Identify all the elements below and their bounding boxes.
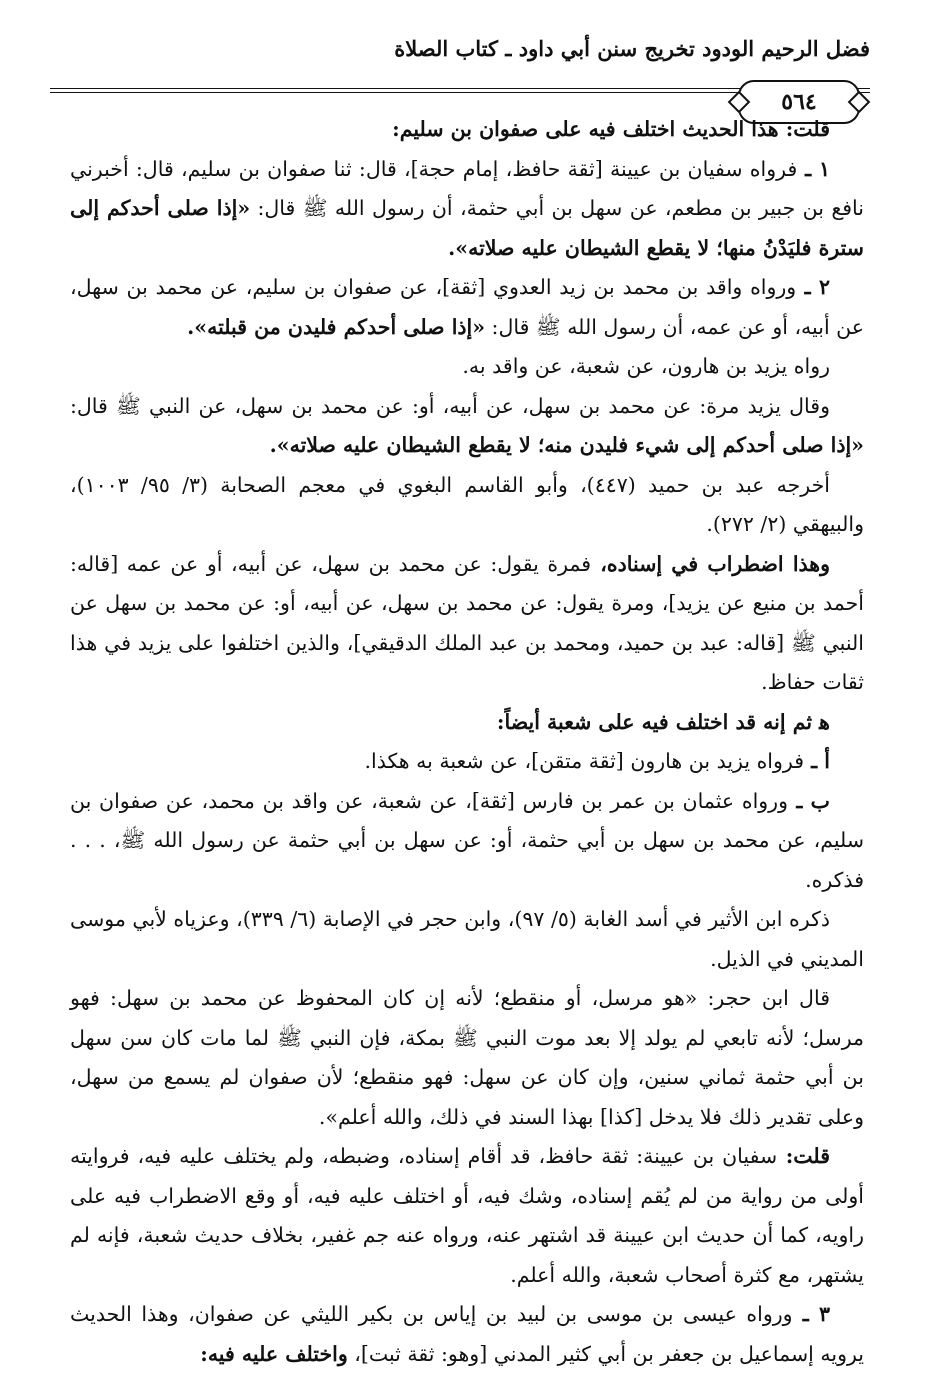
bold-text-segment: «إذا صلى أحدكم فليدن من قبلته».	[187, 314, 486, 339]
paragraph	[70, 900, 864, 979]
running-title: فضل الرحيم الودود تخريج سنن أبي داود ـ كتاب الصلاة	[394, 36, 870, 61]
page-header	[50, 28, 870, 115]
bold-text-segment: ١ ـ	[797, 156, 830, 181]
bold-text-segment: ﻫ ثم إنه قد اختلف فيه على شعبة أيضاً:	[496, 709, 830, 734]
paragraph	[70, 150, 864, 269]
text-segment: فرواه يزيد بن هارون [ثقة متقن]، عن شعبة به هكذا.	[364, 749, 805, 773]
paragraph	[70, 782, 864, 901]
text-segment: ذكره ابن الأثير في أسد الغابة (٥/ ٩٧)، وابن حجر في الإصابة (٦/ ٣٣٩)، وعزياه لأبي موسى المديني في الذيل.	[70, 907, 864, 971]
paragraph	[70, 703, 864, 743]
text-segment: ورواه عيسى بن موسى بن لبيد بن إياس بن بكير الليثي عن صفوان، وهذا الحديث يرويه إسماعيل بن جعفر بن أبي كثير المدني [وهو: ثقة ثبت]،	[70, 1302, 864, 1366]
bold-text-segment: أ ـ	[804, 749, 830, 773]
bold-text-segment: قلت:	[777, 1144, 831, 1168]
bold-text-segment: قلت: هذا الحديث اختلف فيه على صفوان بن سليم:	[392, 117, 830, 141]
bold-text-segment: ب ـ	[787, 788, 830, 813]
text-segment: ورواه واقد بن محمد بن زيد العدوي [ثقة]، عن صفوان بن سليم، عن محمد بن سهل، عن أبيه، أو عن عمه، أن رسول الله ﷺ قال:	[70, 275, 864, 339]
page-number: ٥٦٤	[781, 89, 817, 115]
paragraph	[70, 387, 864, 466]
text-segment: فرواه سفيان بن عيينة [ثقة حافظ، إمام حجة]، قال: ثنا صفوان بن سليم، قال: أخبرني نافع بن جبير بن مطعم، عن سهل بن أبي حثمة، أن رسول الله ﷺ قال:	[70, 156, 864, 220]
paragraph	[70, 979, 864, 1137]
bold-text-segment: «إذا صلى أحدكم إلى شيء فليدن منه؛ لا يقطع الشيطان عليه صلاته».	[269, 433, 864, 457]
bold-text-segment: وهذا اضطراب في إسناده،	[591, 551, 830, 576]
paragraph	[70, 466, 864, 545]
paragraph	[70, 742, 864, 782]
bold-text-segment: ٣ ـ	[792, 1302, 830, 1326]
text-segment: ورواه عثمان بن عمر بن فارس [ثقة]، عن شعبة، عن واقد بن محمد، عن صفوان بن سليم، عن محمد بن سهل بن أبي حثمة، أو: عن سهل بن أبي حثمة عن رسول الله ﷺ، . . . فذكره.	[70, 788, 864, 892]
bold-text-segment: واختلف عليه فيه:	[200, 1341, 348, 1366]
paragraph	[70, 347, 864, 387]
paragraph	[70, 1295, 864, 1374]
text-segment: سفيان بن عيينة: ثقة حافظ، قد أقام إسناده، وضبطه، ولم يختلف عليه فيه، فروايته أولى من رواية من لم يُقم إسناده، وشك فيه، أو اختلف عليه فيه، أو وقع الاضطراب فيه على راويه، كما أن حديث ابن عيينة قد اشتهر عنه، ورواه عنه جم غفير، بخلاف حديث شعبة، فإنه لم يشتهر، مع كثرة أصحاب شعبة، والله أعلم.	[70, 1144, 864, 1287]
text-segment: رواه يزيد بن هارون، عن شعبة، عن واقد به.	[462, 354, 830, 378]
text-segment: فمرة يقول: عن محمد بن سهل، عن أبيه، أو عن عمه [قاله: أحمد بن منيع عن يزيد]، ومرة يقول: عن محمد بن سهل، عن أبيه، أو: عن محمد بن سهل عن النبي ﷺ [قاله: عبد بن حميد، ومحمد بن عبد الملك الدقيقي]، والذين اختلفوا على يزيد في هذا ثقات حفاظ.	[70, 551, 864, 694]
text-segment: أخرجه عبد بن حميد (٤٤٧)، وأبو القاسم البغوي في معجم الصحابة (٣/ ٩٥/ ١٠٠٣)، والبيهقي (٢/ ٢٧٢).	[70, 472, 864, 536]
paragraph	[70, 545, 864, 703]
paragraph	[70, 268, 864, 347]
page-body	[70, 110, 864, 1374]
paragraph	[70, 110, 864, 150]
bold-text-segment: «إذا صلى أحدكم إلى سترة فليَدْنُ منها؛ لا يقطع الشيطان عليه صلاته».	[70, 196, 864, 260]
paragraph	[70, 1137, 864, 1295]
text-segment: قال ابن حجر: «هو مرسل، أو منقطع؛ لأنه إن كان المحفوظ عن محمد بن سهل: فهو مرسل؛ لأنه تابعي لم يولد إلا بعد موت النبي ﷺ بمكة، فإن النبي ﷺ لما مات كان سن سهل بن أبي حثمة ثماني سنين، وإن كان عن سهل: فهو منقطع؛ لأن صفوان لم يسمع من سهل، وعلى تقدير ذلك فلا يدخل [كذا] بهذا السند في ذلك، والله أعلم».	[70, 986, 864, 1129]
bold-text-segment: ٢ ـ	[796, 275, 830, 299]
text-segment: وقال يزيد مرة: عن محمد بن سهل، عن أبيه، أو: عن محمد بن سهل، عن النبي ﷺ قال:	[70, 393, 830, 418]
